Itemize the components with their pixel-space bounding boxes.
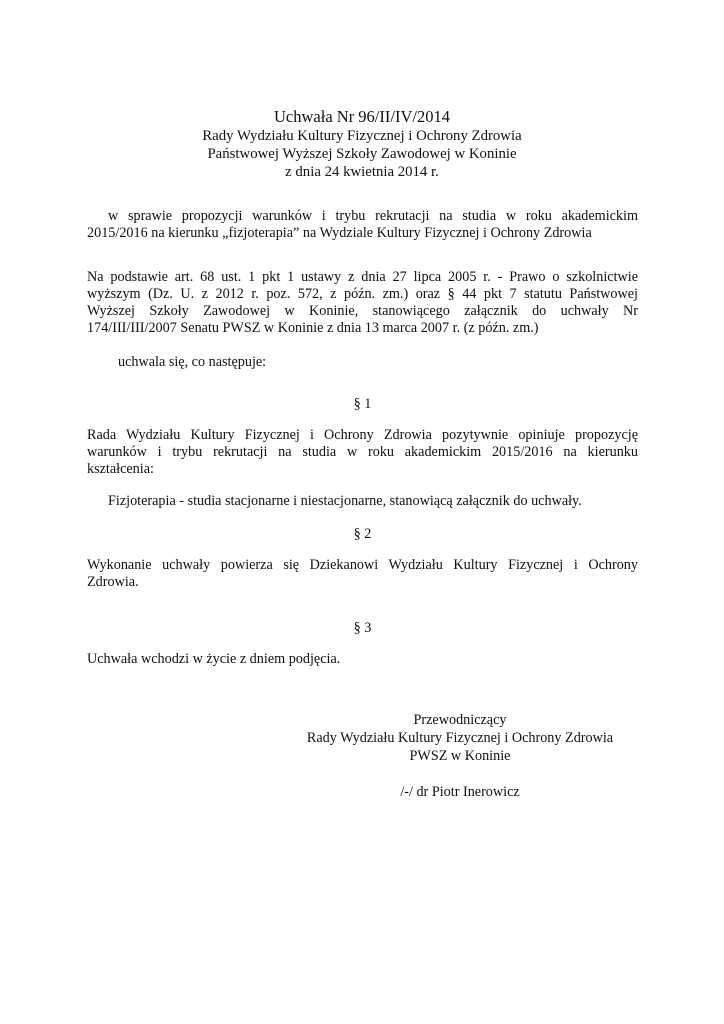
institution-name: Państwowej Wyższej Szkoły Zawodowej w Koninie — [207, 146, 517, 162]
signature-name: /-/ dr Piotr Inerowicz — [400, 784, 520, 800]
section-1-item: Fizjoterapia - studia stacjonarne i niestacjonarne, stanowiącą załącznik do uchwały. — [108, 493, 582, 509]
section-1-line-3: kształcenia: — [87, 461, 154, 477]
subject-line-2: 2015/2016 na kierunku „fizjoterapia” na Wydziale Kultury Fizycznej i Ochrony Zdrowia — [87, 225, 592, 241]
section-3-paragraph — [87, 651, 638, 668]
basis-line-2: wyższym (Dz. U. z 2012 r. poz. 572, z późn. zm.) oraz § 44 pkt 7 statutu Państwowej — [87, 286, 638, 302]
section-3-line-1: Uchwała wchodzi w życie z dniem podjęcia. — [87, 651, 341, 667]
signature-block — [280, 711, 640, 801]
signature-council: Rady Wydziału Kultury Fizycznej i Ochrony Zdrowia — [306, 730, 614, 746]
subject-paragraph — [87, 208, 638, 242]
subject-line-1: w sprawie propozycji warunków i trybu rekrutacji na studia w roku akademickim — [108, 208, 638, 224]
legal-basis-paragraph — [87, 269, 638, 337]
section-2-heading: § 2 — [353, 526, 372, 542]
council-name: Rady Wydziału Kultury Fizycznej i Ochrony Zdrowia — [202, 128, 522, 144]
resolution-title: Uchwała Nr 96/II/IV/2014 — [274, 107, 450, 126]
section-2-paragraph — [87, 557, 638, 591]
signature-role: Przewodniczący — [413, 712, 507, 728]
resolution-date: z dnia 24 kwietnia 2014 r. — [285, 164, 439, 180]
section-3-heading: § 3 — [353, 620, 372, 636]
section-2-line-2: Zdrowia. — [87, 574, 139, 590]
section-1-heading: § 1 — [353, 396, 372, 412]
section-2-line-1: Wykonanie uchwały powierza się Dziekanowi Wydziału Kultury Fizycznej i Ochrony — [87, 557, 638, 573]
section-1-paragraph — [87, 427, 638, 478]
resolves-statement: uchwala się, co następuje: — [118, 354, 267, 370]
section-1-line-2: warunków i trybu rekrutacji na studia w roku akademickim 2015/2016 na kierunku — [87, 444, 638, 460]
section-1-line-1: Rada Wydziału Kultury Fizycznej i Ochrony Zdrowia pozytywnie opiniuje propozycję — [87, 427, 638, 443]
basis-line-1: Na podstawie art. 68 ust. 1 pkt 1 ustawy z dnia 27 lipca 2005 r. - Prawo o szkolnictwie — [87, 269, 638, 285]
basis-line-3: Wyższej Szkoły Zawodowej w Koninie, stanowiącego załącznik do uchwały Nr — [87, 303, 638, 319]
document-header — [0, 107, 724, 181]
signature-institution: PWSZ w Koninie — [409, 748, 511, 764]
basis-line-4: 174/III/III/2007 Senatu PWSZ w Koninie z dnia 13 marca 2007 r. (z późn. zm.) — [87, 320, 539, 336]
